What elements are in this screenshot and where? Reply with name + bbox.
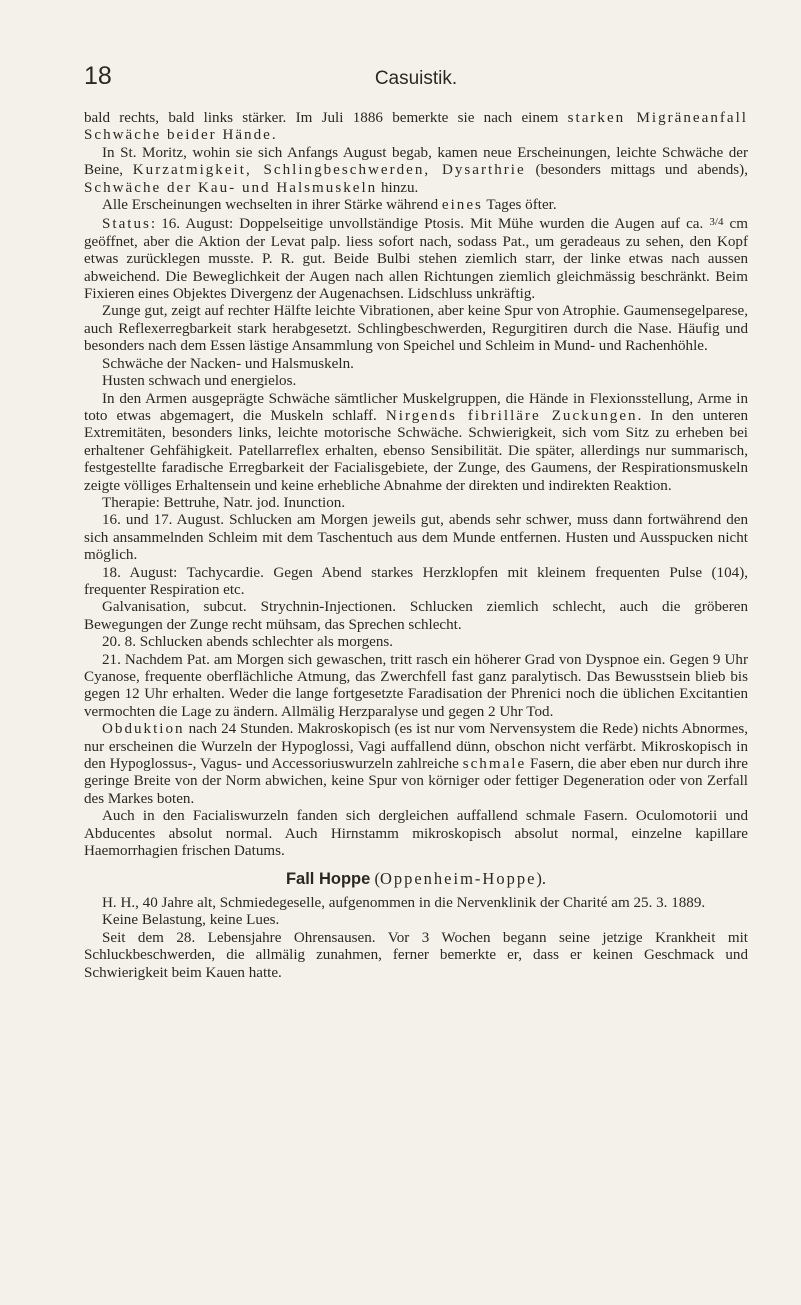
paragraph: H. H., 40 Jahre alt, Schmiedegeselle, aufgenommen in die Nervenklinik der Charité am 25. 3. 1889. xyxy=(102,894,706,911)
paragraph: 21. Nachdem Pat. am Morgen sich gewaschen, tritt rasch ein höherer Grad von Dyspnoe ein. Gegen 9 Uhr Cyanose, frequente oberflächliche Atmung, das Zwerchfell fast ganz paralytisch. Das Bewusstsein blieb bis gegen 12 Uhr erhalten. Weder die lange fortgesetzte Faradisation der Phrenici noch die üblichen Excitantien vermochten die Lage zu ändern. Allmälig Herzparalyse und gegen 2 Uhr Tod. xyxy=(84,651,748,720)
emphasis: starken Migräneanfall Schwäche beider Hände xyxy=(84,110,748,144)
paragraph: Auch in den Facialiswurzeln fanden sich dergleichen auffallend schmale Fasern. Oculomotorii und Abducentes absolut normal. Auch Hirnstamm mikroskopisch absolut normal, einzelne kapillare Haemorrhagien frischen Datums. xyxy=(84,808,748,860)
emphasis: eines xyxy=(441,197,483,214)
fraction: 3/4 xyxy=(709,216,724,229)
emphasis: Status xyxy=(102,216,151,233)
paragraph: Therapie: Bettruhe, Natr. jod. Inunction. xyxy=(102,494,346,511)
case-subtitle: Oppenheim-Hoppe xyxy=(379,869,537,889)
paragraph: In St. Moritz, wohin sie sich Anfangs August begab, kamen neue Erscheinungen, leichte Schwäche der Beine, Kurzatmigkeit, Schlingbeschwerden, Dysarthrie (besonders mittags und abends), Schwäche der Kau- und Halsmuskeln hinzu. xyxy=(84,144,748,196)
case-title: Fall Hoppe xyxy=(285,870,371,889)
paragraph: Obduktion nach 24 Stunden. Makroskopisch (es ist nur vom Nervensystem die Rede) nichts Abnormes, nur erscheinen die Wurzeln der Hypoglossi, Vagi auffallend dünn, obschon nicht verfärbt. Mikroskopisch in den Hypoglossus-, Vagus- und Accessoriuswurzeln zahlreiche schmale Fasern, die aber eben nur durch ihre geringe Breite von der Norm abwichen, keine Spur von körniger oder fettiger Degeneration oder von Zerfall des Markes boten. xyxy=(84,721,748,807)
body-text xyxy=(84,110,748,982)
paragraph: 20. 8. Schlucken abends schlechter als morgens. xyxy=(102,634,394,651)
paragraph: Husten schwach und energielos. xyxy=(102,373,297,390)
emphasis: Obduktion xyxy=(102,721,185,738)
page-number: 18 xyxy=(84,62,112,90)
paragraph: Alle Erscheinungen wechselten in ihrer Stärke während eines Tages öfter. xyxy=(102,197,557,214)
emphasis: schmale xyxy=(462,756,527,773)
paragraph: 16. und 17. August. Schlucken am Morgen jeweils gut, abends sehr schwer, muss dann fortwährend den sich ansammelnden Schleim mit dem Taschentuch aus dem Munde entfernen. Husten und Ausspucken nicht möglich. xyxy=(84,512,748,564)
paragraph: Schwäche der Nacken- und Halsmuskeln. xyxy=(102,355,354,372)
emphasis: Nirgends fibrilläre Zuckungen xyxy=(385,407,638,424)
paragraph: Zunge gut, zeigt auf rechter Hälfte leichte Vibrationen, aber keine Spur von Atrophie. Gaumensegelparese, auch Reflexerregbarkeit stark herabgesetzt. Schlingbeschwerden, Regurgitiren durch die Nase. Häufig und besonders nach dem Essen lästige Ansammlung von Speichel und Schleim in Mund- und Rachenhöhle. xyxy=(84,303,748,355)
paragraph: Seit dem 28. Lebensjahre Ohrensausen. Vor 3 Wochen begann seine jetzige Krankheit mit Schluckbeschwerden, die allmälig zunahmen, ferner bemerkte er, dass er keinen Geschmack und Schwierigkeit beim Kauen hatte. xyxy=(84,929,748,981)
paragraph: 18. August: Tachycardie. Gegen Abend starkes Herzklopfen mit kleinem frequenten Pulse (104), frequenter Respiration etc. xyxy=(84,564,748,598)
paragraph: In den Armen ausgeprägte Schwäche sämtlicher Muskelgruppen, die Hände in Flexionsstellung, Arme in toto etwas abgemagert, die Muskeln schlaff. Nirgends fibrilläre Zuckungen. In den unteren Extremitäten, besonders links, leichte motorische Schwäche. Schwierigkeit, sich vom Sitz zu erheben bei erhaltener Gehfähigkeit. Patellarreflex erhalten, ebenso Sensibilität. Die später, allerdings nur summarisch, festgestellte faradische Erregbarkeit der Facialisgebiete, der Zunge, des Gaumens, der Respirationsmuskeln zeigte völliges Erhaltensein und keine erhebliche Abnahme der direkten und indirekten Reaktion. xyxy=(84,390,748,494)
page-header xyxy=(84,62,748,98)
paragraph: Status: 16. August: Doppelseitige unvollständige Ptosis. Mit Mühe wurden die Augen auf ca. 3/4 cm geöffnet, aber die Aktion der Levat palp. liess sofort nach, sodass Pat., um geradeaus zu sehen, den Kopf etwas zurücklegen musste. P. R. gut. Beide Bulbi stehen ziemlich starr, der linke etwas nach aussen abweichend. Die Beweglichkeit der Augen nach allen Richtungen ziemlich gleichmässig beschränkt. Beim Fixieren eines Objektes Divergenz der Augenachsen. Lidschluss unkräftig. xyxy=(84,216,748,303)
book-page xyxy=(84,62,748,982)
paragraph: Galvanisation, subcut. Strychnin-Injectionen. Schlucken ziemlich schlecht, auch die gröberen Bewegungen der Zunge recht mühsam, das Sprechen schlecht. xyxy=(84,599,748,633)
paragraph: bald rechts, bald links stärker. Im Juli 1886 bemerkte sie nach einem starken Migräneanfall Schwäche beider Hände. xyxy=(84,110,748,144)
emphasis: Schwäche der Kau- und Halsmuskeln xyxy=(84,179,378,196)
paragraph: Keine Belastung, keine Lues. xyxy=(102,912,280,929)
running-head: Casuistik. xyxy=(374,68,458,89)
emphasis: Kurzatmigkeit, Schlingbeschwerden, Dysarthrie xyxy=(132,162,526,179)
case-heading: Fall Hoppe (Oppenheim-Hoppe). xyxy=(285,869,547,889)
